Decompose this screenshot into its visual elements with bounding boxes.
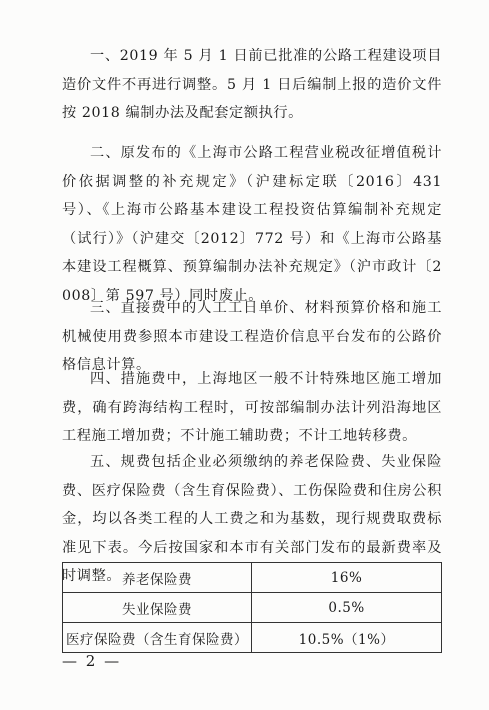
table-row <box>63 623 442 653</box>
table-row <box>63 563 442 593</box>
fee-name-cell: 失业保险费 <box>63 593 252 623</box>
fee-rate-cell: 0.5% <box>252 593 442 623</box>
fee-name-cell: 医疗保险费（含生育保险费） <box>63 623 252 653</box>
page-number: — 2 — <box>62 652 122 670</box>
paragraph-1: 一、2019 年 5 月 1 日前已批准的公路工程建设项目造价文件不再进行调整。5 月 1 日后编制上报的造价文件按 2018 编制办法及配套定额执行。 <box>62 48 442 122</box>
fee-rate-cell: 16% <box>252 563 442 593</box>
fee-rate-table <box>62 562 442 653</box>
table-row <box>63 593 442 623</box>
paragraph-5: 五、规费包括企业必须缴纳的养老保险费、失业保险费、医疗保险费（含生育保险费）、工伤保险费和住房公积金，均以各类工程的人工费之和为基数，现行规费取费标准见下表。今后按国家和本市有关部门发布的最新费率及时调整。 <box>62 454 442 585</box>
paragraph-4: 四、措施费中，上海地区一般不计特殊地区施工增加费，确有跨海结构工程时，可按部编制办法计列沿海地区工程施工增加费；不计施工辅助费；不计工地转移费。 <box>62 371 442 445</box>
fee-rate-cell: 10.5%（1%） <box>252 623 442 653</box>
fee-name-cell: 养老保险费 <box>63 563 252 593</box>
paragraph-2: 二、原发布的《上海市公路工程营业税改征增值税计价依据调整的补充规定》（沪建标定联〔2016〕431 号）、《上海市公路基本建设工程投资估算编制补充规定（试行）》（沪建交〔2012〕772 号）和《上海市公路基本建设工程概算、预算编制办法补充规定》（沪市政计〔2008〕第 597 号）同时废止。 <box>62 145 442 304</box>
paragraph-3: 三、直接费中的人工工日单价、材料预算价格和施工机械使用费参照本市建设工程造价信息平台发布的公路价格信息计算。 <box>62 300 442 374</box>
